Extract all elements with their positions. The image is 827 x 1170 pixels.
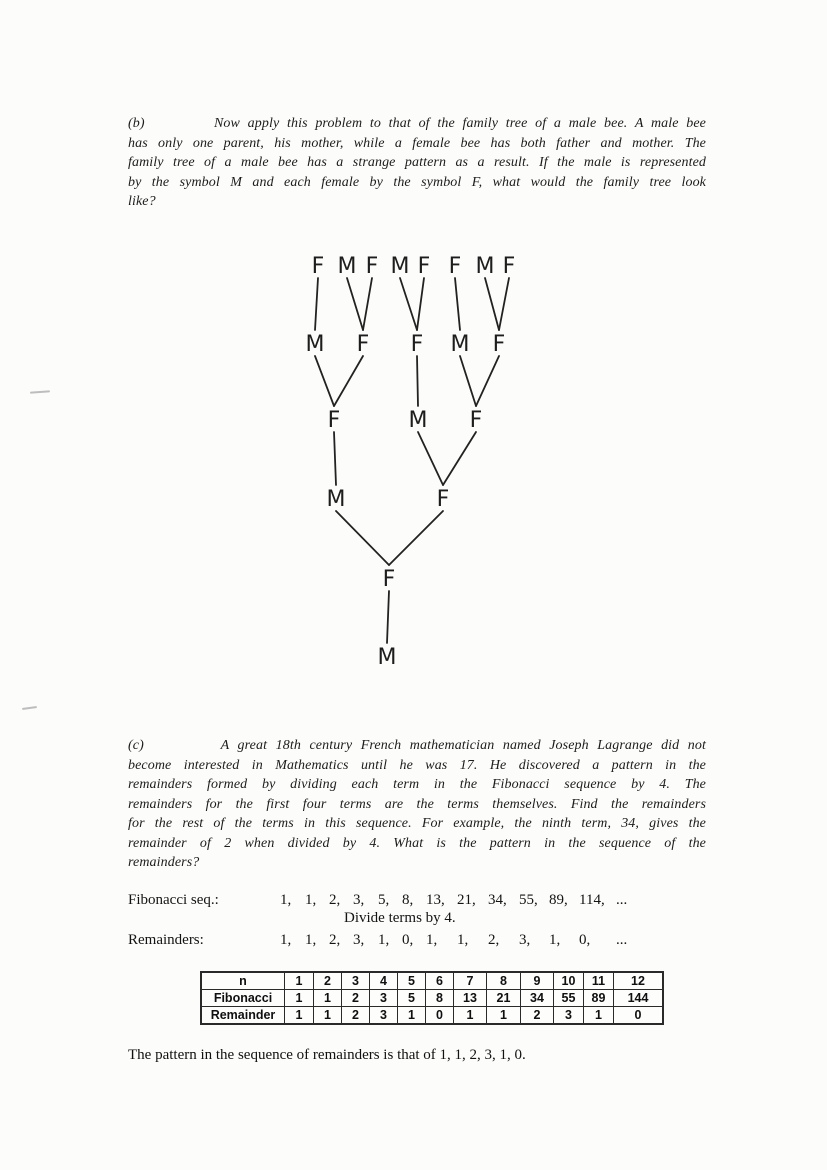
sequence-term: 1, [426, 932, 438, 948]
text-line: remainders for the first four terms are the terms themselves. Find the remainders [128, 796, 706, 812]
value-cell: 11 [584, 972, 614, 990]
tree-edge-line [347, 278, 363, 330]
tree-edge-line [315, 356, 334, 406]
value-cell: 12 [614, 972, 664, 990]
text-line: remainders? [128, 855, 200, 870]
value-cell: 8 [426, 990, 454, 1007]
sequence-term: 1, [378, 932, 390, 948]
table-header-row [201, 972, 663, 990]
sequence-term: 114, [579, 892, 605, 908]
tree-edge-line [315, 278, 318, 330]
value-cell: 13 [454, 990, 487, 1007]
sequence-term: 3, [519, 932, 531, 948]
text-line: by the symbol M and each female by the symbol F, what would the family tree look [128, 174, 706, 190]
value-cell: 34 [521, 990, 554, 1007]
bee-family-tree-diagram [290, 248, 525, 673]
tree-edge-line [334, 432, 336, 485]
scan-mark [30, 390, 50, 393]
tree-edge-line [485, 278, 499, 330]
tree-node-male: M [408, 408, 428, 433]
tree-node-male: M [377, 645, 397, 670]
sequence-term: 21, [457, 892, 476, 908]
remainders-row [128, 930, 636, 950]
text-line: remainder of 2 when divided by 4. What is the pattern in the sequence of the [128, 835, 706, 851]
sequence-term: 2, [329, 932, 341, 948]
value-cell: 144 [614, 990, 664, 1007]
tree-edge-line [418, 432, 443, 485]
tree-node-male: M [475, 254, 495, 279]
value-cell: 1 [285, 972, 314, 990]
remainder-sequence-values [280, 930, 636, 950]
sequence-term: 3, [353, 932, 365, 948]
problem-c-paragraph [128, 736, 706, 873]
tree-node-male: M [305, 332, 325, 357]
text-line: for the rest of the terms in this sequence. For example, the ninth term, 34, gives the [128, 816, 706, 831]
sequence-term: 55, [519, 892, 538, 908]
row-label-cell: Fibonacci [201, 990, 285, 1007]
tree-edge-line [387, 591, 389, 643]
value-cell: 1 [487, 1007, 521, 1025]
tree-node-female: F [436, 487, 450, 512]
value-cell: 89 [584, 990, 614, 1007]
table-row [201, 990, 663, 1007]
tree-node-male: M [337, 254, 357, 279]
tree-node-female: F [492, 332, 506, 357]
text-line: like? [128, 194, 156, 209]
text-line: (c) A great 18th century French mathematician named Joseph Lagrange did not [128, 738, 706, 753]
remainders-label: Remainders: [128, 932, 204, 948]
tree-edge-line [476, 356, 499, 406]
problem-b-paragraph [128, 114, 706, 212]
value-cell: 1 [285, 1007, 314, 1025]
sequence-term: 1, [457, 932, 469, 948]
sequence-term: 3, [353, 892, 365, 908]
sequence-term: 1, [305, 932, 317, 948]
table-row [201, 1007, 663, 1025]
tree-node-female: F [382, 567, 396, 592]
tree-node-female: F [410, 332, 424, 357]
tree-node-female: F [327, 408, 341, 433]
value-cell: 2 [342, 1007, 370, 1025]
sequence-term: 2, [488, 932, 500, 948]
fibonacci-sequence-values [280, 890, 636, 910]
tree-node-female: F [311, 254, 325, 279]
value-cell: 2 [314, 972, 342, 990]
sequence-term: 1, [305, 892, 317, 908]
tree-edge-line [336, 511, 389, 565]
tree-node-female: F [502, 254, 516, 279]
tree-edge-line [443, 432, 476, 485]
tree-node-female: F [417, 254, 431, 279]
fibonacci-seq-label: Fibonacci seq.: [128, 892, 219, 908]
tree-node-male: M [326, 487, 346, 512]
value-cell: 7 [454, 972, 487, 990]
value-cell: 3 [370, 1007, 398, 1025]
tree-node-female: F [448, 254, 462, 279]
value-cell: 1 [314, 990, 342, 1007]
value-cell: 2 [521, 1007, 554, 1025]
scan-mark [22, 706, 37, 710]
value-cell: 4 [370, 972, 398, 990]
tree-node-female: F [356, 332, 370, 357]
tree-node-female: F [365, 254, 379, 279]
text-line: has only one parent, his mother, while a female bee has both father and mother. The [128, 135, 706, 151]
value-cell: 5 [398, 990, 426, 1007]
tree-edge-line [417, 278, 424, 330]
tree-edge-line [417, 356, 418, 406]
sequence-term: 0, [579, 932, 591, 948]
sequence-term: 34, [488, 892, 507, 908]
tree-node-male: M [390, 254, 410, 279]
text-line: family tree of a male bee has a strange pattern as a result. If the male is represented [128, 155, 706, 170]
sequence-term: ... [616, 892, 628, 908]
sequence-term: 1, [280, 892, 292, 908]
sequence-term: 5, [378, 892, 390, 908]
value-cell: 1 [454, 1007, 487, 1025]
tree-edge-line [363, 278, 372, 330]
value-cell: 1 [285, 990, 314, 1007]
tree-edge-line [499, 278, 509, 330]
tree-edge-line [400, 278, 417, 330]
tree-node-male: M [450, 332, 470, 357]
value-cell: 2 [342, 990, 370, 1007]
value-cell: 1 [314, 1007, 342, 1025]
sequence-term: ... [616, 932, 628, 948]
value-cell: 3 [370, 990, 398, 1007]
tree-edge-line [455, 278, 460, 330]
value-cell: 6 [426, 972, 454, 990]
value-cell: 0 [426, 1007, 454, 1025]
sequence-term: 0, [402, 932, 414, 948]
row-label-cell: Remainder [201, 1007, 285, 1025]
row-label-cell: n [201, 972, 285, 990]
fibonacci-remainder-table [200, 971, 664, 1025]
sequence-term: 13, [426, 892, 445, 908]
value-cell: 9 [521, 972, 554, 990]
value-cell: 1 [584, 1007, 614, 1025]
value-cell: 55 [554, 990, 584, 1007]
value-cell: 10 [554, 972, 584, 990]
sequence-term: 2, [329, 892, 341, 908]
tree-edge-line [334, 356, 363, 406]
tree-edge-line [389, 511, 443, 565]
sequence-term: 8, [402, 892, 414, 908]
fibonacci-sequence-row [128, 890, 636, 910]
value-cell: 3 [342, 972, 370, 990]
value-cell: 21 [487, 990, 521, 1007]
conclusion-text: The pattern in the sequence of remainders is that of 1, 1, 2, 3, 1, 0. [128, 1047, 526, 1063]
text-line: remainders formed by dividing each term in the Fibonacci sequence by 4. The [128, 777, 706, 792]
tree-edge-line [460, 356, 476, 406]
value-cell: 3 [554, 1007, 584, 1025]
value-cell: 0 [614, 1007, 664, 1025]
divide-note: Divide terms by 4. [344, 910, 456, 926]
sequence-term: 89, [549, 892, 568, 908]
value-cell: 1 [398, 1007, 426, 1025]
value-cell: 8 [487, 972, 521, 990]
value-cell: 5 [398, 972, 426, 990]
text-line: become interested in Mathematics until he was 17. He discovered a pattern in the [128, 757, 706, 773]
text-line: (b) Now apply this problem to that of the family tree of a male bee. A male bee [128, 116, 706, 131]
tree-node-female: F [469, 408, 483, 433]
sequence-term: 1, [549, 932, 561, 948]
sequence-term: 1, [280, 932, 292, 948]
